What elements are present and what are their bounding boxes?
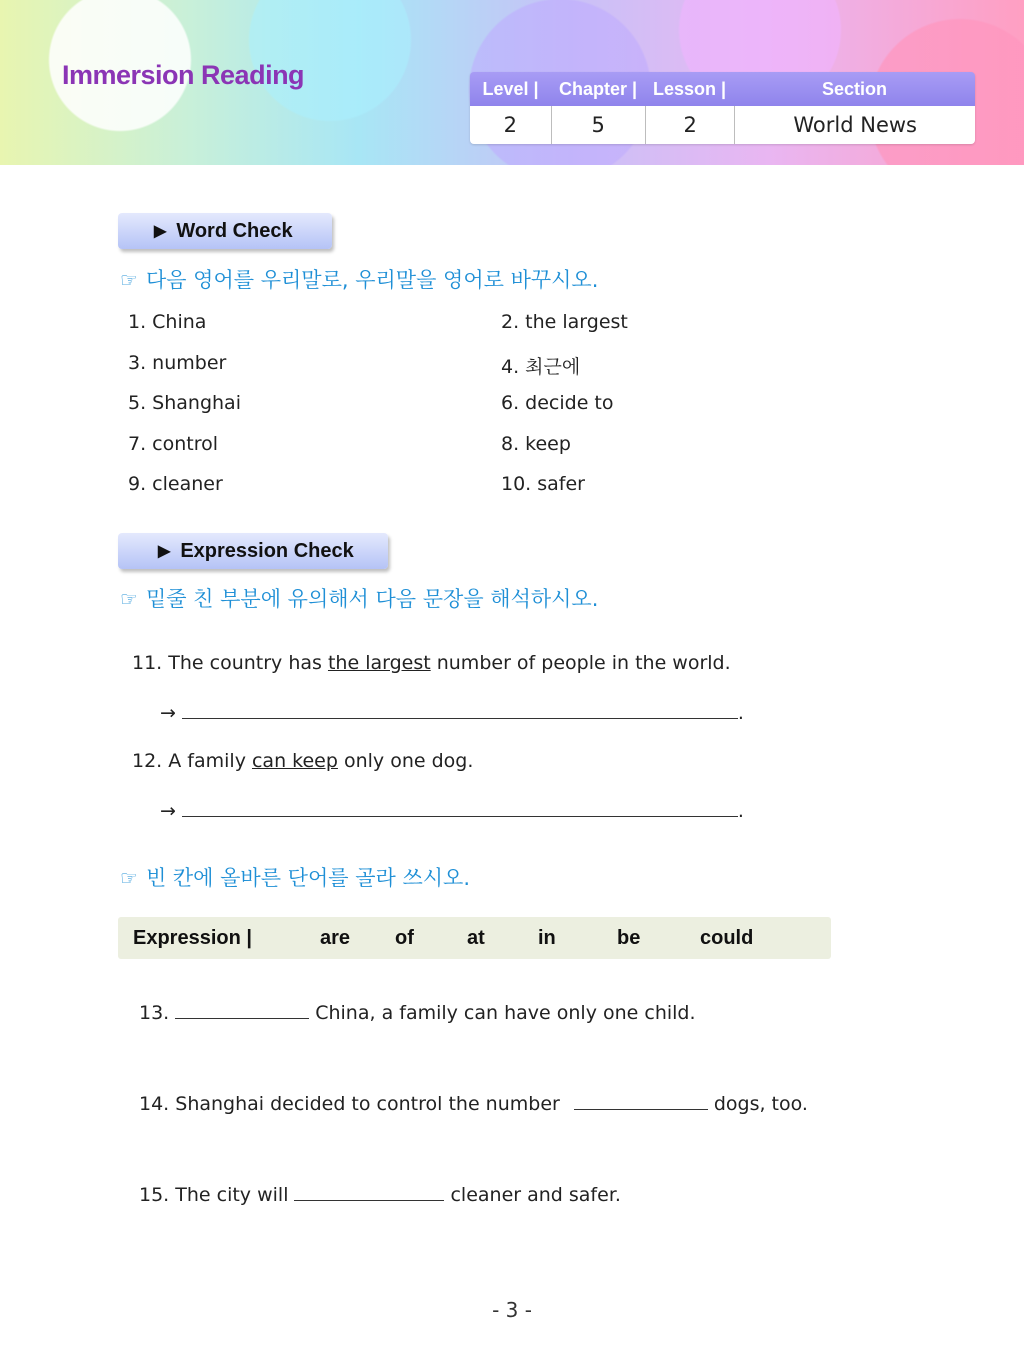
brand-title: Immersion Reading <box>62 60 305 90</box>
play-icon: ▶ <box>158 543 171 560</box>
end-period: . <box>737 800 744 822</box>
answer-line-11[interactable] <box>160 702 744 724</box>
q14-after: dogs, too. <box>713 1093 808 1115</box>
lesson-info-header <box>470 72 975 106</box>
pointing-hand-icon: ☞ <box>120 268 138 292</box>
question-15 <box>139 1184 621 1206</box>
answer-line-12[interactable] <box>160 800 744 822</box>
q12-underlined: can keep <box>251 750 338 772</box>
q15-after: cleaner and safer. <box>450 1184 621 1206</box>
q12-before: 12. A family <box>132 750 252 772</box>
q15-before: 15. The city will <box>139 1184 289 1206</box>
play-icon: ▶ <box>154 223 167 240</box>
word-item: 10. safer <box>501 473 585 495</box>
word-item: 6. decide to <box>501 392 614 414</box>
word-check-title: Word Check <box>176 219 293 242</box>
expression-check-instruction-text: 밑줄 친 부분에 유의해서 다음 문장을 해석하시오. <box>145 587 599 611</box>
expression-check-heading <box>118 533 388 569</box>
section-value: World News <box>734 106 975 144</box>
q12-after: only one dog. <box>337 750 474 772</box>
option-word: in <box>538 927 556 949</box>
level-value: 2 <box>503 113 517 137</box>
lesson-info-table <box>470 72 975 144</box>
option-word: are <box>320 927 351 949</box>
answer-blank[interactable] <box>182 800 738 817</box>
question-14 <box>139 1093 808 1115</box>
q11-before: 11. The country has <box>132 652 328 674</box>
expression-check-instruction <box>120 583 598 613</box>
option-word: of <box>395 927 414 949</box>
q13-number: 13. <box>139 1002 170 1024</box>
answer-blank[interactable] <box>182 702 738 719</box>
lesson-value: 2 <box>645 106 734 144</box>
pointing-hand-icon: ☞ <box>120 866 138 890</box>
arrow-icon: → <box>160 702 176 724</box>
fill-blank[interactable] <box>574 1095 708 1110</box>
col-lesson-header: Lesson | <box>652 78 727 99</box>
col-level-header: Level | <box>482 78 539 99</box>
word-item: 4. 최근에 <box>501 356 581 378</box>
expression-bank <box>118 917 831 959</box>
col-chapter-header: Chapter | <box>558 78 638 99</box>
q11-underlined: the largest <box>327 652 431 674</box>
end-period: . <box>737 702 744 724</box>
word-check-instruction <box>120 264 598 294</box>
word-item: 5. Shanghai <box>128 392 241 414</box>
fill-in-instruction-text: 빈 칸에 올바른 단어를 골라 쓰시오. <box>145 866 470 890</box>
option-word: be <box>617 927 641 949</box>
word-item: 7. control <box>128 433 219 455</box>
word-item: 3. number <box>128 352 227 374</box>
fill-in-instruction <box>120 862 470 892</box>
fill-blank[interactable] <box>175 1004 309 1019</box>
chapter-value: 5 <box>551 106 645 144</box>
word-item: 8. keep <box>501 433 571 455</box>
expression-bank-label: Expression | <box>133 927 252 949</box>
word-check-heading <box>118 213 332 249</box>
word-item: 9. cleaner <box>128 473 223 495</box>
word-item: 1. China <box>128 311 207 333</box>
col-section-header: Section <box>821 78 887 99</box>
question-13 <box>139 1002 696 1024</box>
word-check-instruction-text: 다음 영어를 우리말로, 우리말을 영어로 바꾸시오. <box>145 268 599 292</box>
fill-blank[interactable] <box>294 1186 444 1201</box>
question-11 <box>132 652 731 674</box>
pointing-hand-icon: ☞ <box>120 587 138 611</box>
expression-check-title: Expression Check <box>180 539 354 562</box>
q13-after: China, a family can have only one child. <box>315 1002 696 1024</box>
question-12 <box>132 750 473 772</box>
lesson-info-values <box>470 106 975 144</box>
option-word: could <box>700 927 754 949</box>
page-number: - 3 - <box>492 1298 532 1322</box>
option-word: at <box>467 927 485 949</box>
q11-after: number of people in the world. <box>430 652 731 674</box>
arrow-icon: → <box>160 800 176 822</box>
word-item: 2. the largest <box>501 311 628 333</box>
header-banner <box>0 0 1024 165</box>
q14-before: 14. Shanghai decided to control the number <box>139 1093 560 1115</box>
